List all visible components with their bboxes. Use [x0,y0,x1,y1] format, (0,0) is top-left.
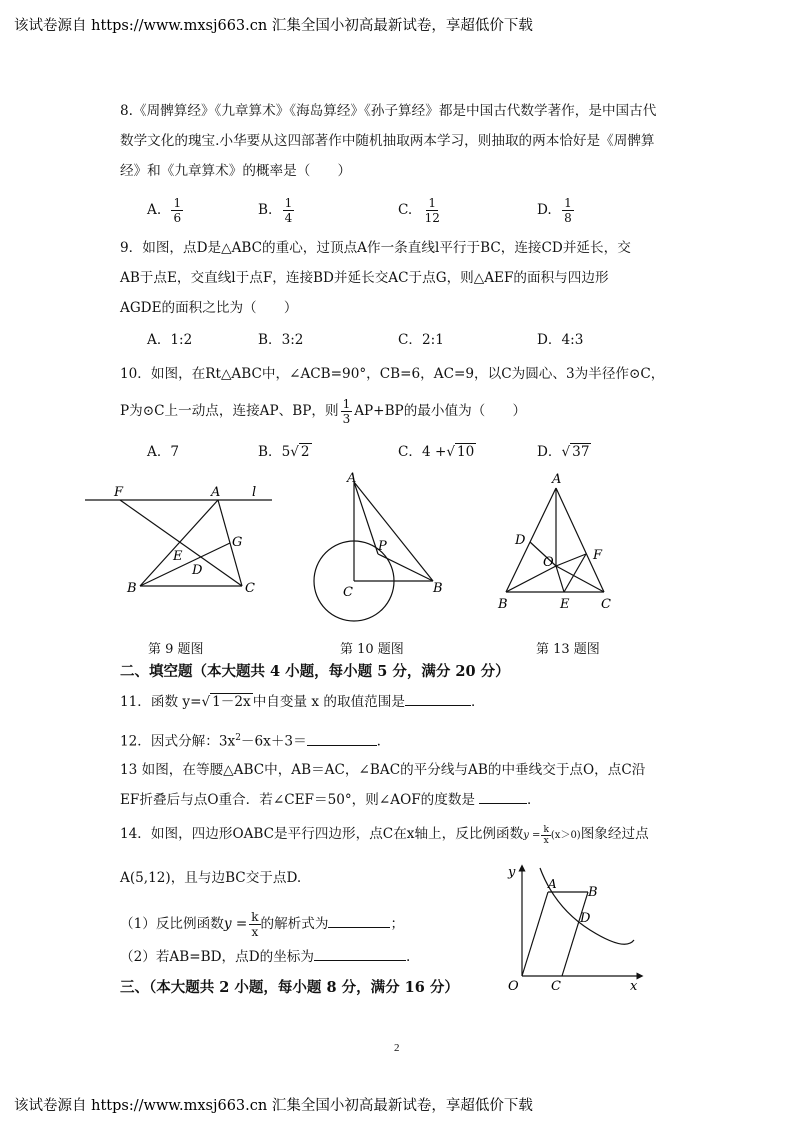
figure-13 [490,468,620,618]
footer-banner: 该试卷源自 https://www.mxsj663.cn 汇集全国小初高最新试卷，享超低价下载 [14,1098,533,1114]
q10-option-c: C．4 +√ 10 [398,444,475,460]
fig13-label-f: F [593,548,603,563]
q13-line2: EF折叠后与点O重合．若∠CEF＝50°，则∠AOF的度数是 ． [120,789,541,810]
fig10-label-c: C [343,585,353,600]
q9-line3: AGDE的面积之比为（ ） [120,300,298,316]
fig13-segment-ef [564,554,586,592]
figure-14 [500,858,650,998]
q8-line1: 8.《周髀算经》《九章算术》《海岛算经》《孙子算经》都是中国古代数学著作，是中国古代 [120,103,657,119]
q8-option-b: B. $\frac{1}{4}$ [258,196,293,225]
fig10-segment-ab [354,482,433,581]
figure-9 [80,478,290,608]
fig13-segment-ab [506,488,556,592]
q10-line2: P为⊙C上一动点，连接AP、BP，则 $\frac{1}{3}$ AP+BP的最小值为（ ） [120,397,527,426]
q11-line: 11．函数 y=√ 1－2x 中自变量 x 的取值范围是 ． [120,691,485,712]
q14-line1: 14．如图，四边形OABC是平行四边形，点C在x轴上，反比例函数y = $\frac{k}{x}$ (x＞0)图象经过点 [120,825,649,846]
q14-sub1: （1）反比例函数y = $\frac{k}{x}$ 的解析式为 ； [120,910,405,939]
fig13-label-d: D [515,533,526,548]
q9-line1: 9．如图，点D是△ABC的重心，过顶点A作一条直线l平行于BC，连接CD并延长，交 [120,240,631,256]
q11-answer-blank [405,691,471,706]
fig9-label-a: A [211,485,221,500]
q8-option-a: A. $\frac{1}{6}$ [147,196,182,225]
q14-sub1-answer-blank [328,913,390,928]
fig13-segment-ac [556,488,604,592]
q8-option-c: C. $\frac{1}{12}$ [398,196,440,225]
q8-option-d: D. $\frac{1}{8}$ [537,196,572,225]
fig14-segment-bc [562,892,588,976]
fig14-label-c: C [551,979,561,994]
fig13-label-b: B [498,597,508,612]
q10-option-b: B．5√ 2 [258,444,310,460]
q12-answer-blank [307,731,377,746]
page-number: 2 [394,1042,400,1054]
q13-answer-blank [479,789,527,804]
fig9-label-l: l [252,485,257,500]
section2-heading: 二、填空题（本大题共 4 小题，每小题 5 分，满分 20 分） [120,663,510,680]
fig9-segment-fc [120,500,242,586]
fig13-segment-of [556,554,586,566]
fig10-label-a: A [347,471,357,486]
figure-9-caption: 第 9 题图 [148,642,204,657]
fig9-label-d: D [192,563,203,578]
fig9-segment-bg [140,543,230,586]
q9-line2: AB于点E，交直线l于点F，连接BD并延长交AC于点G，则△AEF的面积与四边形 [120,270,609,286]
fig13-label-e: E [560,597,570,612]
q10-option-d: D．√ 37 [537,444,590,460]
fig13-label-a: A [552,472,562,487]
section3-heading: 三、（本大题共 2 小题，每小题 8 分，满分 16 分） [120,979,459,996]
header-banner: 该试卷源自 https://www.mxsj663.cn 汇集全国小初高最新试卷，享超低价下载 [14,18,533,34]
fig10-label-b: B [433,581,443,596]
fig9-label-e: E [173,549,183,564]
figure-10 [300,468,460,628]
q8-line3: 经》和《九章算术》的概率是（ ） [120,163,352,179]
fig9-segment-ab [140,500,218,586]
q9-option-a: A．1:2 [147,332,193,348]
q10-option-a: A．7 [147,444,180,460]
q14-line2: A(5,12)，且与边BC交于点D. [120,870,302,886]
fig9-label-c: C [245,581,255,596]
q14-sub2: （2）若AB=BD，点D的坐标为 . [120,946,410,967]
fig14-label-d: D [580,911,591,926]
fig9-label-f: F [114,485,124,500]
fig13-label-c: C [601,597,611,612]
q13-line1: 13 如图，在等腰△ABC中，AB＝AC，∠BAC的平分线与AB的中垂线交于点O，点C沿 [120,762,646,778]
q12-line: 12．因式分解：$3x^2-6x+3=$ . [120,728,381,752]
fig13-label-o: O [543,555,554,570]
fig10-label-p: P [378,539,387,554]
figure-13-caption: 第 13 题图 [536,642,600,657]
q10-line1: 10．如图，在Rt△ABC中，∠ACB=90°，CB=6，AC=9，以C为圆心、3为半径作⊙C， [120,366,665,382]
q9-option-c: C．2:1 [398,332,444,348]
q14-sub2-answer-blank [314,946,406,961]
fig10-segment-pb [378,554,433,581]
q8-line2: 数学文化的瑰宝.小华要从这四部著作中随机抽取两本学习，则抽取的两本恰好是《周髀算 [120,133,655,149]
q9-option-b: B．3:2 [258,332,304,348]
fig9-label-b: B [127,581,137,596]
fig14-segment-oa [522,892,548,976]
fig14-label-b: B [588,885,598,900]
q9-option-d: D．4:3 [537,332,584,348]
fig14-label-y: y [508,865,516,880]
fig14-label-x: x [630,979,638,994]
fig9-label-g: G [232,535,243,550]
figure-10-caption: 第 10 题图 [340,642,404,657]
fig14-label-o: O [508,979,519,994]
fig14-label-a: A [548,877,557,891]
